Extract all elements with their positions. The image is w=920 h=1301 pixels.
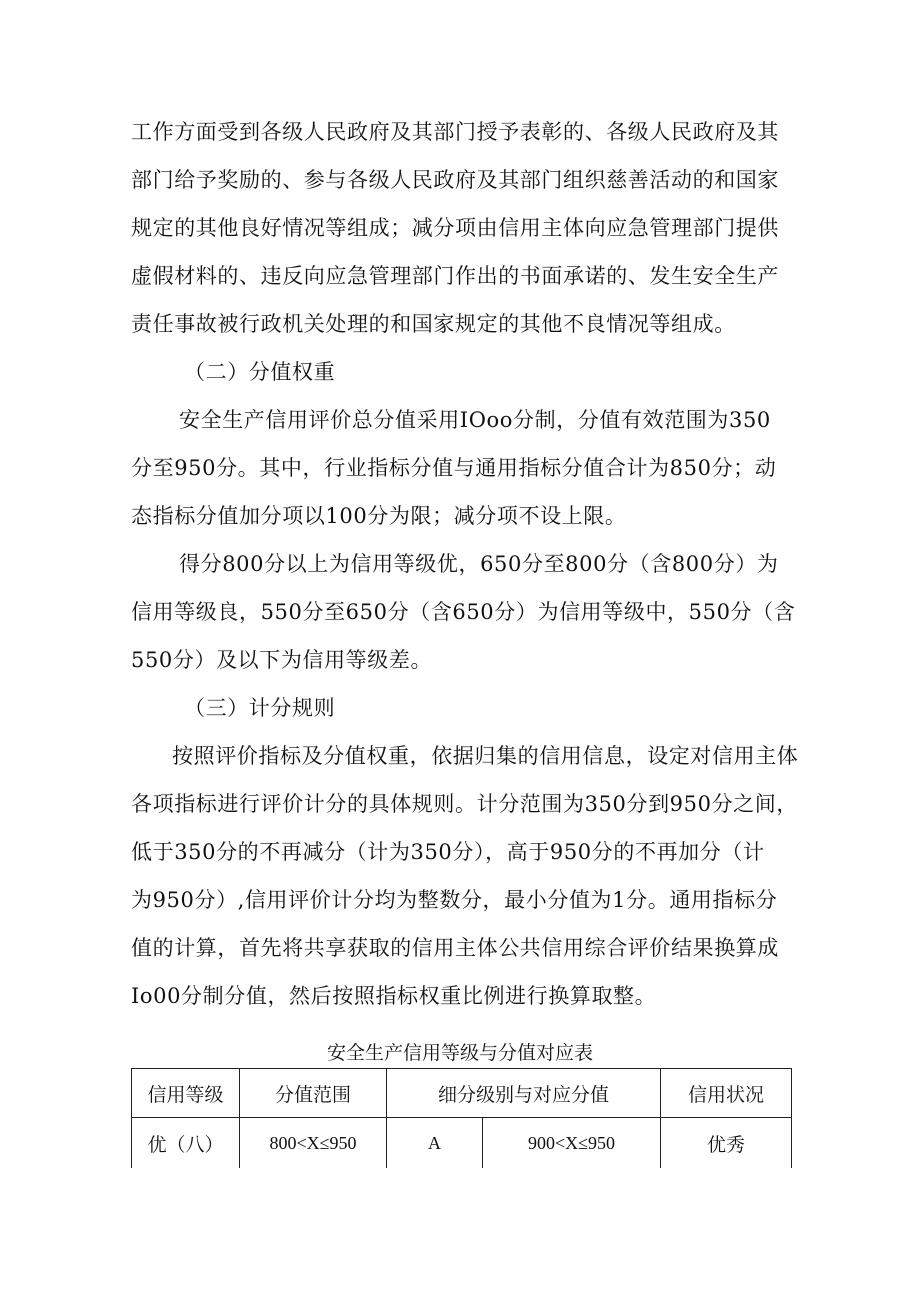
body-line-2: 部门给予奖励的、参与各级人民政府及其部门组织慈善活动的和国家 bbox=[131, 168, 779, 192]
table-row bbox=[132, 1118, 792, 1169]
header-credit-grade: 信用等级 bbox=[132, 1069, 240, 1118]
table-caption: 安全生产信用等级与分值对应表 bbox=[326, 1042, 593, 1064]
cell-sub-range: 900<X≤950 bbox=[483, 1118, 661, 1169]
body-line-16: 低于350分的不再减分（计为350分），高于950分的不再加分（计 bbox=[131, 840, 765, 864]
body-line-11: 信用等级良，550分至650分（含650分）为信用等级中，550分（含 bbox=[131, 600, 796, 624]
cell-status: 优秀 bbox=[661, 1118, 792, 1169]
header-credit-status: 信用状况 bbox=[661, 1069, 792, 1118]
section-heading-2: （二）分值权重 bbox=[184, 360, 336, 384]
body-line-9: 态指标分值加分项以100分为限；减分项不设上限。 bbox=[131, 504, 627, 528]
body-line-17: 为950分）,信用评价计分均为整数分，最小分值为1分。通用指标分 bbox=[131, 888, 778, 912]
body-line-14: 按照评价指标及分值权重，依据归集的信用信息，设定对信用主体 bbox=[172, 744, 799, 768]
section-heading-3: （三）计分规则 bbox=[184, 696, 336, 720]
cell-range: 800<X≤950 bbox=[240, 1118, 387, 1169]
body-line-18: 值的计算，首先将共享获取的信用主体公共信用综合评价结果换算成 bbox=[131, 936, 779, 960]
header-sub-level: 细分级别与对应分值 bbox=[387, 1069, 661, 1118]
body-line-5: 责任事故被行政机关处理的和国家规定的其他不良情况等组成。 bbox=[131, 312, 736, 336]
cell-grade: 优（八） bbox=[132, 1118, 240, 1169]
credit-grade-table bbox=[131, 1068, 792, 1168]
body-line-12: 550分）及以下为信用等级差。 bbox=[131, 648, 433, 672]
header-score-range: 分值范围 bbox=[240, 1069, 387, 1118]
body-line-15: 各项指标进行评价计分的具体规则。计分范围为350分到950分之间， bbox=[131, 792, 798, 816]
body-line-19: Io00分制分值，然后按照指标权重比例进行换算取整。 bbox=[131, 984, 657, 1008]
body-line-7: 安全生产信用评价总分值采用IOoo分制，分值有效范围为350 bbox=[179, 408, 771, 432]
body-line-3: 规定的其他良好情况等组成；减分项由信用主体向应急管理部门提供 bbox=[131, 216, 779, 240]
cell-sub-level: A bbox=[387, 1118, 483, 1169]
body-line-4: 虚假材料的、违反向应急管理部门作出的书面承诺的、发生安全生产 bbox=[131, 264, 779, 288]
body-line-1: 工作方面受到各级人民政府及其部门授予表彰的、各级人民政府及其 bbox=[131, 120, 779, 144]
table-header-row bbox=[132, 1069, 792, 1118]
body-line-10: 得分800分以上为信用等级优，650分至800分（含800分）为 bbox=[179, 552, 779, 576]
body-line-8: 分至950分。其中，行业指标分值与通用指标分值合计为850分；动 bbox=[131, 456, 777, 480]
